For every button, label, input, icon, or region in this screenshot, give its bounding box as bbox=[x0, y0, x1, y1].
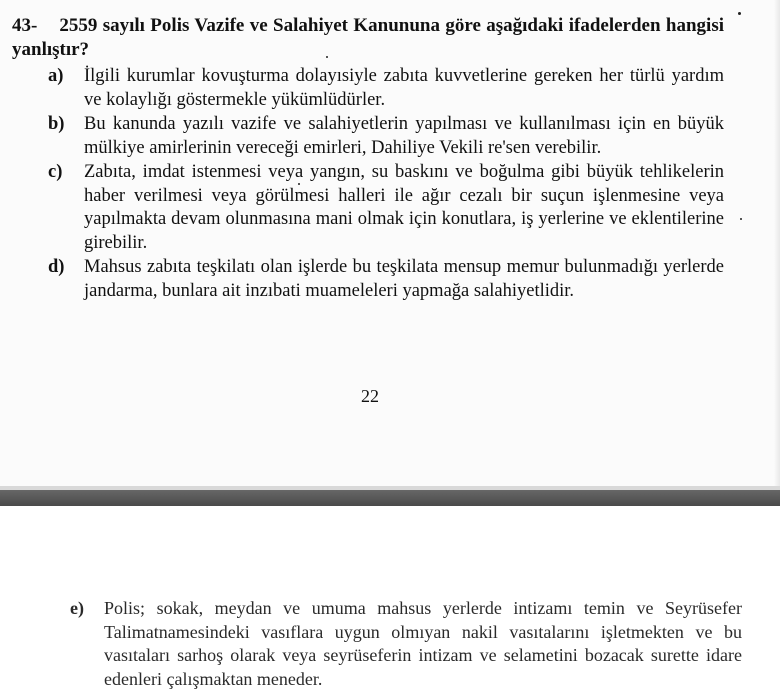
option-b bbox=[48, 113, 724, 160]
option-a bbox=[48, 65, 724, 112]
option-letter: c) bbox=[48, 162, 63, 182]
question-text: 2559 sayılı Polis Vazife ve Salahiyet Kanununa göre aşağıdaki ifadelerden hangisi yanlıştır? bbox=[12, 15, 724, 60]
option-text: Polis; sokak, meydan ve umuma mahsus yerlerde intizamı temin ve Seyrüsefer Talimatnamesindeki vasıflara uygun olmıyan nakil vasıtalarını işletmekten ve bu vasıtaları sarhoş olarak veya seyrüseferin intizam ve selametini bozacak surette idare edenleri çalışmaktan meneder. bbox=[104, 598, 742, 689]
option-letter: a) bbox=[48, 66, 64, 86]
option-text: İlgili kurumlar kovuşturma dolayısiyle zabıta kuvvetlerine gereken her türlü yardım ve kolaylığı göstermekle yükümlüdürler. bbox=[84, 66, 724, 110]
option-e bbox=[70, 597, 742, 691]
option-letter: e) bbox=[70, 598, 84, 618]
option-text: Bu kanunda yazılı vazife ve salahiyetlerin yapılması ve kullanılması için en büyük mülkiye amirlerinin vereceği emirleri, Dahiliye Vekili re'sen verebilir. bbox=[84, 114, 724, 158]
scan-speck bbox=[298, 183, 300, 185]
scan-speck bbox=[740, 218, 742, 220]
option-c bbox=[48, 161, 724, 255]
option-d bbox=[48, 256, 724, 303]
page-number: 22 bbox=[361, 386, 379, 406]
option-text: Zabıta, imdat istenmesi veya yangın, su baskını ve boğulma gibi büyük tehlikelerin haber verilmesi veya görülmesi halleri ile ağır cezalı bir suçun işlenmesine veya yapılmakta devam olunmasına mani olmak için konutlara, iş yerlerine ve eklentilerine girebilir. bbox=[84, 162, 724, 253]
scan-speck bbox=[326, 56, 328, 58]
page-divider bbox=[0, 486, 780, 506]
option-text: Mahsus zabıta teşkilatı olan işlerde bu teşkilata mensup memur bulunmadığı yerlerde jandarma, bunlara ait inzıbati muameleleri yapmağa salahiyetlidir. bbox=[84, 257, 724, 301]
question-number: 43- bbox=[12, 15, 38, 36]
scan-speck bbox=[738, 12, 741, 15]
option-letter: b) bbox=[48, 114, 65, 134]
options-list bbox=[48, 65, 724, 304]
question bbox=[12, 14, 724, 62]
option-letter: d) bbox=[48, 257, 65, 277]
